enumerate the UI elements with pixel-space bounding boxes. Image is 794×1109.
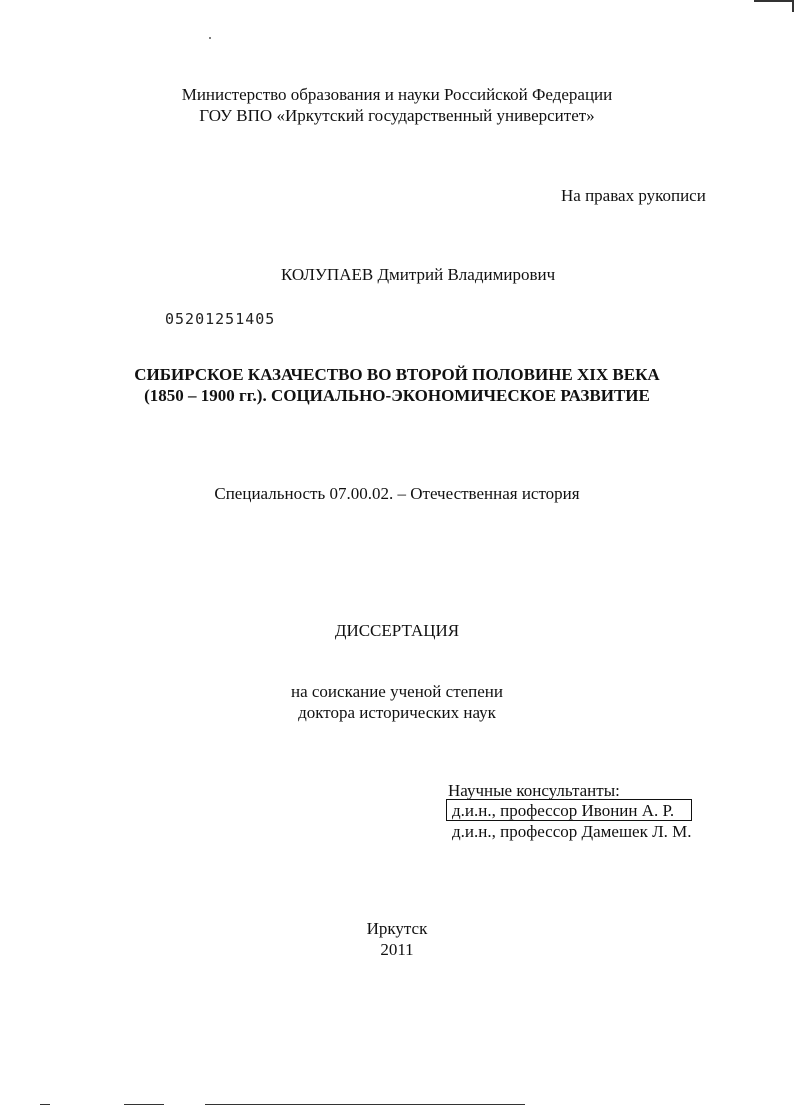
ministry-line: Министерство образования и науки Российской Федерации (181, 85, 613, 104)
title-line-2: (1850 – 1900 гг.). СОЦИАЛЬНО-ЭКОНОМИЧЕСКОЕ РАЗВИТИЕ (144, 386, 650, 405)
scan-corner-mark (754, 0, 794, 12)
document-type: ДИССЕРТАЦИЯ (334, 621, 460, 640)
title-line-1: СИБИРСКОЕ КАЗАЧЕСТВО ВО ВТОРОЙ ПОЛОВИНЕ XIX ВЕКА (134, 365, 660, 384)
degree-line-1: на соискание ученой степени (290, 682, 504, 701)
scan-edge-mark (40, 1104, 50, 1105)
catalog-number: 05201251405 (165, 310, 276, 328)
scan-edge-mark (124, 1104, 164, 1105)
consultants-label: Научные консультанты: (448, 781, 620, 800)
degree-line-2: доктора исторических наук (298, 703, 496, 722)
scan-edge-mark (205, 1104, 525, 1105)
consultant-item: д.и.н., профессор Ивонин А. Р. (452, 801, 675, 820)
specialty-line: Специальность 07.00.02. – Отечественная история (214, 484, 580, 503)
scan-speck (209, 37, 211, 39)
author-name: КОЛУПАЕВ Дмитрий Владимирович (281, 265, 556, 284)
university-line: ГОУ ВПО «Иркутский государственный университет» (199, 106, 595, 125)
consultant-item: д.и.н., профессор Дамешек Л. М. (452, 822, 692, 841)
place: Иркутск (366, 919, 428, 938)
year: 2011 (380, 940, 414, 959)
manuscript-note: На правах рукописи (561, 186, 706, 205)
